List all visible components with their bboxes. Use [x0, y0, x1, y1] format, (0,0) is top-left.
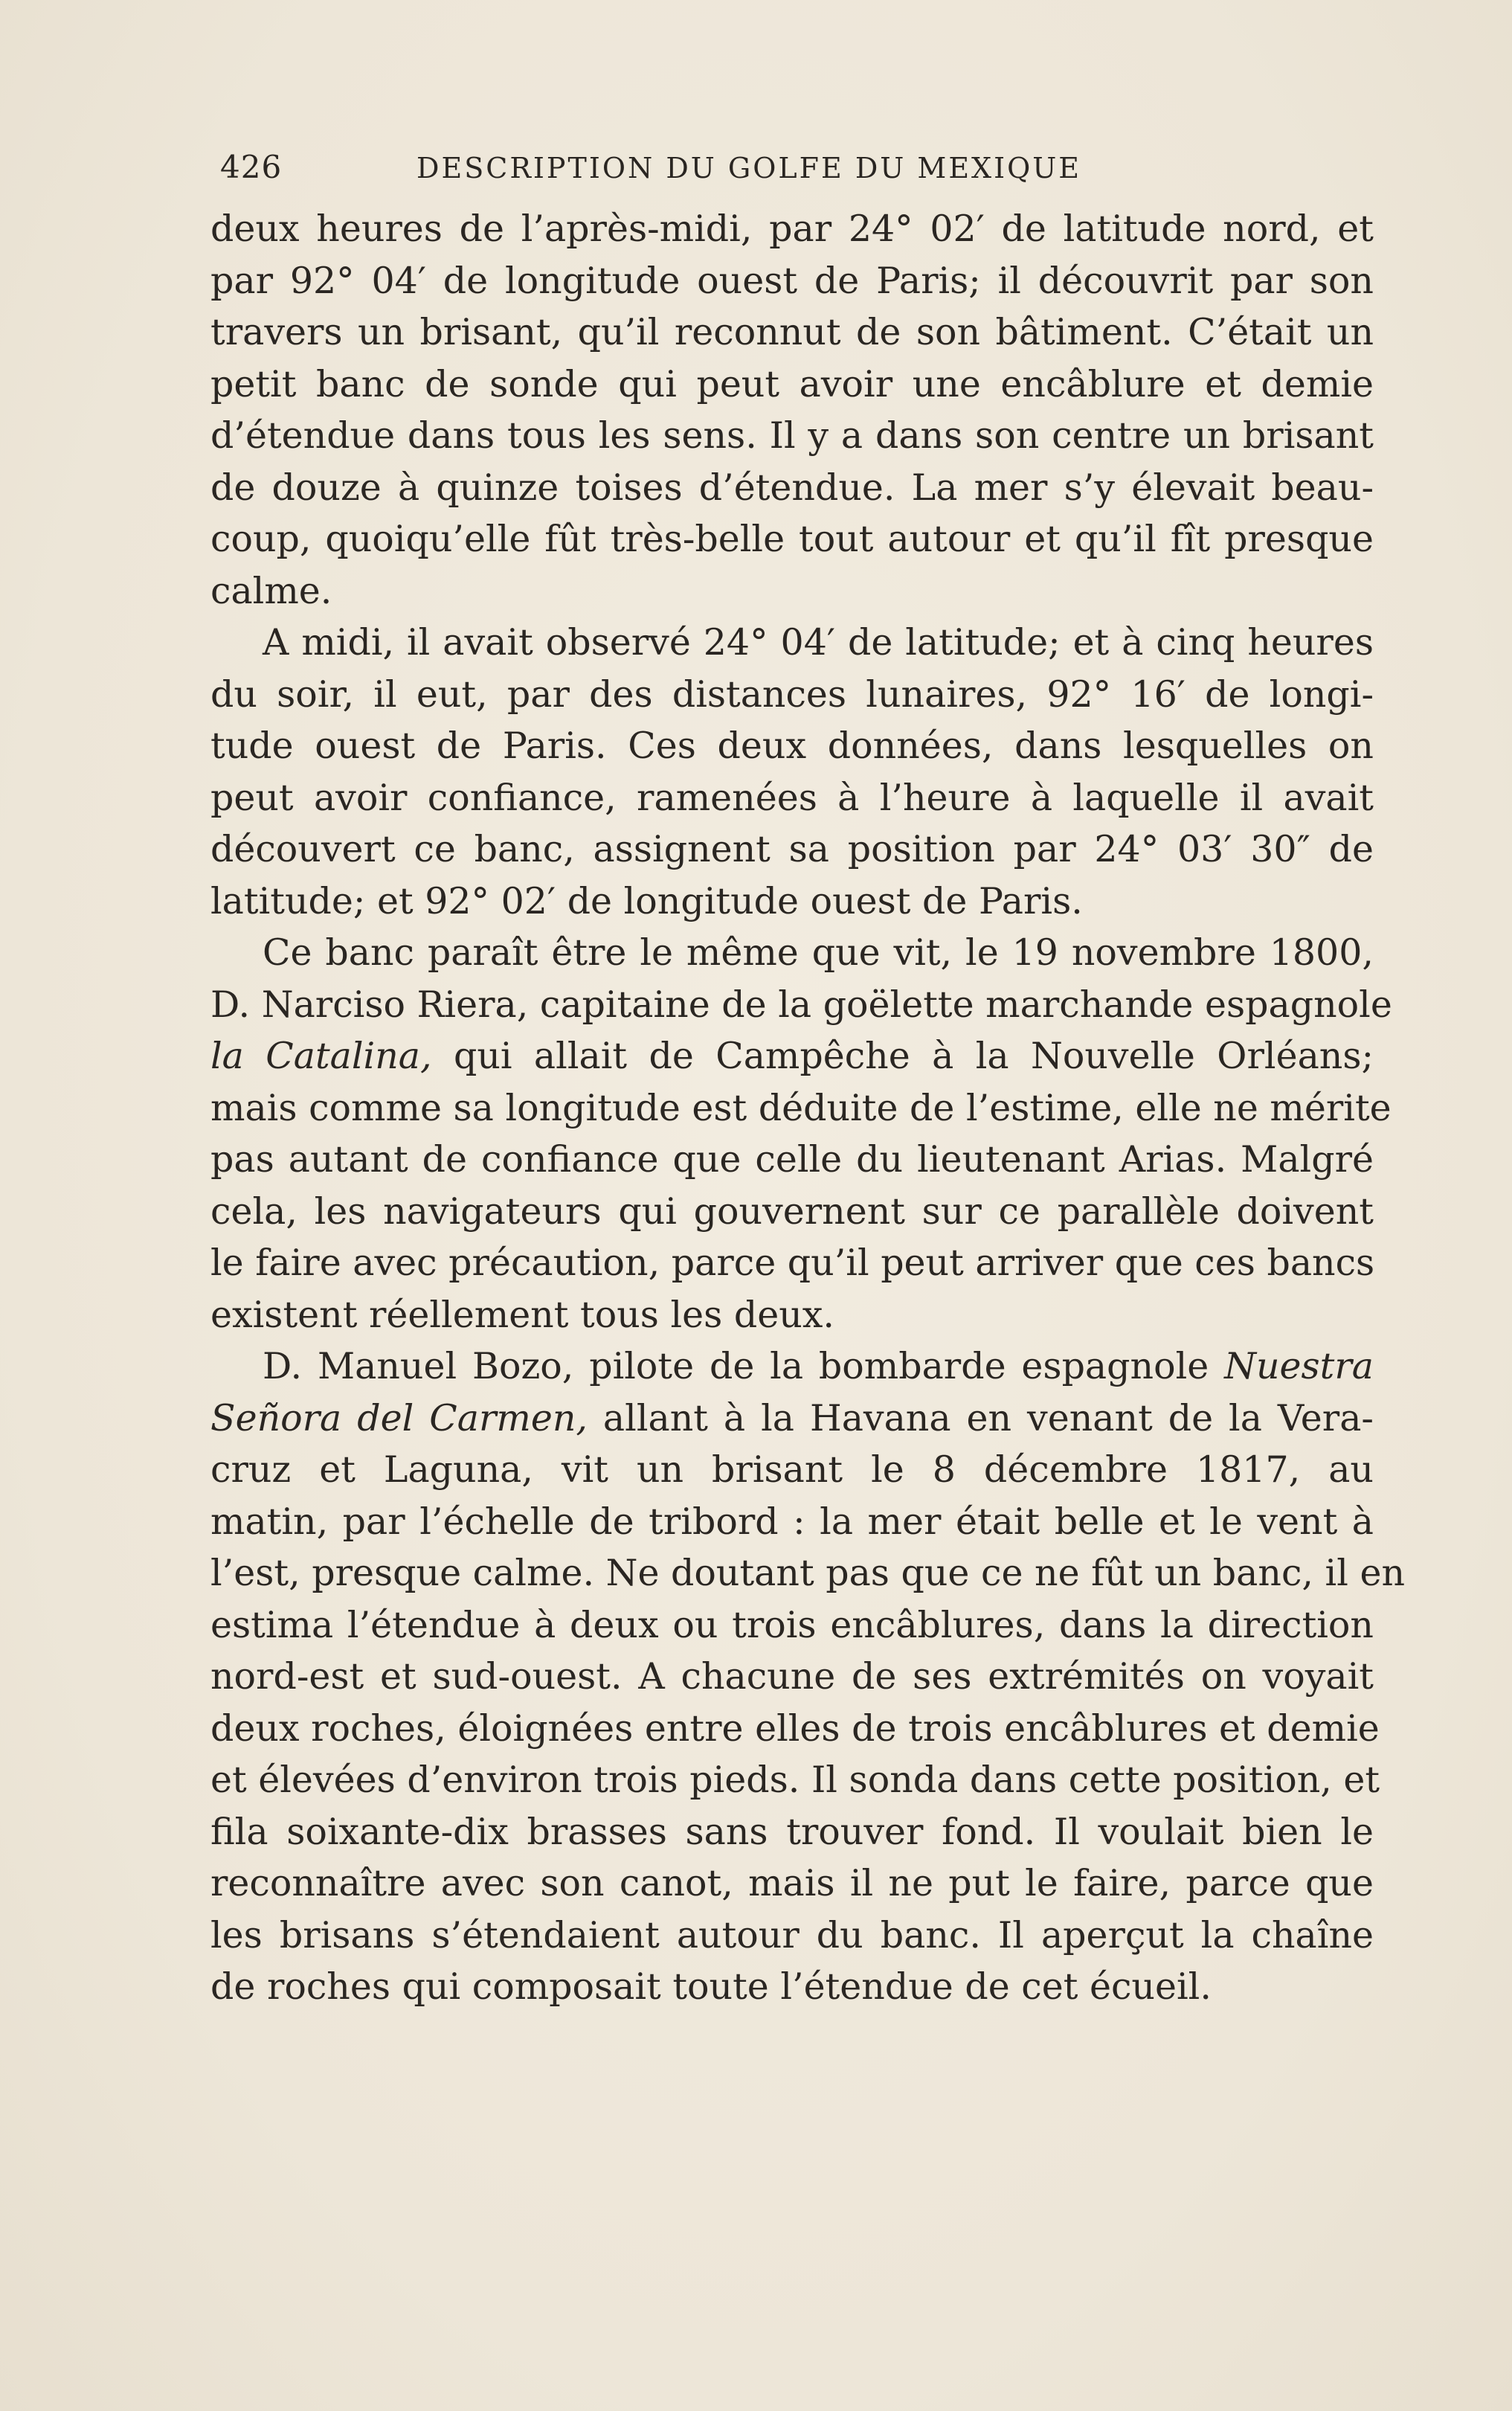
- text-line: fila soixante-dix brasses sans trouver fond. Il voulait bien le: [210, 1810, 1374, 1853]
- text-line: matin, par l’échelle de tribord : la mer était belle et le vent à: [210, 1500, 1374, 1543]
- text-line: nord-est et sud-ouest. A chacune de ses extrémités on voyait: [210, 1655, 1374, 1698]
- text-line: de roches qui composait toute l’étendue de cet écueil.: [210, 1965, 1212, 2008]
- ship-name: la Catalina,: [210, 1035, 432, 1077]
- text-line: travers un brisant, qu’il reconnut de son bâtiment. C’était un: [210, 311, 1374, 353]
- text-line: coup, quoiqu’elle fût très-belle tout autour et qu’il fît presque: [210, 518, 1374, 560]
- text-line: peut avoir confiance, ramenées à l’heure à laquelle il avait: [210, 776, 1374, 819]
- text-line: de douze à quinze toises d’étendue. La mer s’y élevait beau-: [210, 466, 1374, 509]
- text-line: cela, les navigateurs qui gouvernent sur ce parallèle doivent: [210, 1190, 1374, 1233]
- paragraph-4: [210, 1341, 1406, 2013]
- text-line: [210, 1030, 1374, 1082]
- text-line: du soir, il eut, par des distances lunaires, 92° 16′ de longi-: [210, 672, 1374, 716]
- paragraph-2: [210, 617, 1374, 927]
- text-line: les brisans s’étendaient autour du banc. Il aperçut la chaîne: [210, 1913, 1374, 1956]
- running-header: [220, 149, 1187, 196]
- paragraph-3: [210, 927, 1392, 1341]
- text-line: deux heures de l’après-midi, par 24° 02′ de latitude nord, et: [210, 208, 1374, 250]
- ship-name: Señora del Carmen,: [210, 1396, 588, 1439]
- text-line: A midi, il avait observé 24° 04′ de latitude; et à cinq heures: [263, 621, 1374, 664]
- text-line: petit banc de sonde qui peut avoir une encâblure et demie: [210, 362, 1374, 405]
- paragraph-1: [210, 203, 1374, 617]
- text-line: mais comme sa longitude est déduite de l’estime, elle ne mérite: [210, 1086, 1392, 1129]
- text-line: tude ouest de Paris. Ces deux données, dans lesquelles on: [210, 725, 1374, 767]
- text-line: deux roches, éloignées entre elles de trois encâblures et demie: [210, 1707, 1380, 1750]
- text-line: Ce banc paraît être le même que vit, le 19 novembre 1800,: [263, 931, 1374, 974]
- text-line: estima l’étendue à deux ou trois encâblures, dans la direction: [210, 1603, 1374, 1646]
- text-line: [210, 1341, 1374, 1393]
- text-line: le faire avec précaution, parce qu’il peut arriver que ces bancs: [210, 1242, 1375, 1284]
- text-line: par 92° 04′ de longitude ouest de Paris; il découvrit par son: [210, 259, 1374, 302]
- text-line: reconnaître avec son canot, mais il ne put le faire, parce que: [210, 1862, 1374, 1904]
- text-line: découvert ce banc, assignent sa position par 24° 03′ 30″ de: [210, 828, 1374, 870]
- running-title: DESCRIPTION DU GOLFE DU MEXIQUE: [416, 152, 1082, 184]
- text-line: calme.: [210, 569, 332, 612]
- ship-name: Nuestra: [1224, 1345, 1374, 1387]
- text-line: latitude; et 92° 02′ de longitude ouest de Paris.: [210, 879, 1083, 922]
- text-line: d’étendue dans tous les sens. Il y a dans son centre un brisant: [210, 414, 1374, 457]
- page-body: [210, 203, 1406, 2013]
- page-number: 426: [220, 149, 283, 185]
- text-fragment: D. Manuel Bozo, pilote de la bombarde espagnole: [263, 1345, 1225, 1387]
- text-line: l’est, presque calme. Ne doutant pas que ce ne fût un banc, il en: [210, 1552, 1406, 1594]
- text-fragment: qui allait de Campêche à la Nouvelle Orléans;: [431, 1035, 1374, 1077]
- text-line: existent réellement tous les deux.: [210, 1293, 835, 1336]
- text-line: [210, 1393, 1374, 1445]
- text-line: D. Narciso Riera, capitaine de la goëlette marchande espagnole: [210, 983, 1392, 1026]
- text-line: cruz et Laguna, vit un brisant le 8 décembre 1817, au: [210, 1448, 1374, 1491]
- text-fragment: allant à la Havana en venant de la Vera-: [587, 1396, 1374, 1439]
- text-line: pas autant de confiance que celle du lieutenant Arias. Malgré: [210, 1138, 1374, 1181]
- text-line: et élevées d’environ trois pieds. Il sonda dans cette position, et: [210, 1759, 1380, 1801]
